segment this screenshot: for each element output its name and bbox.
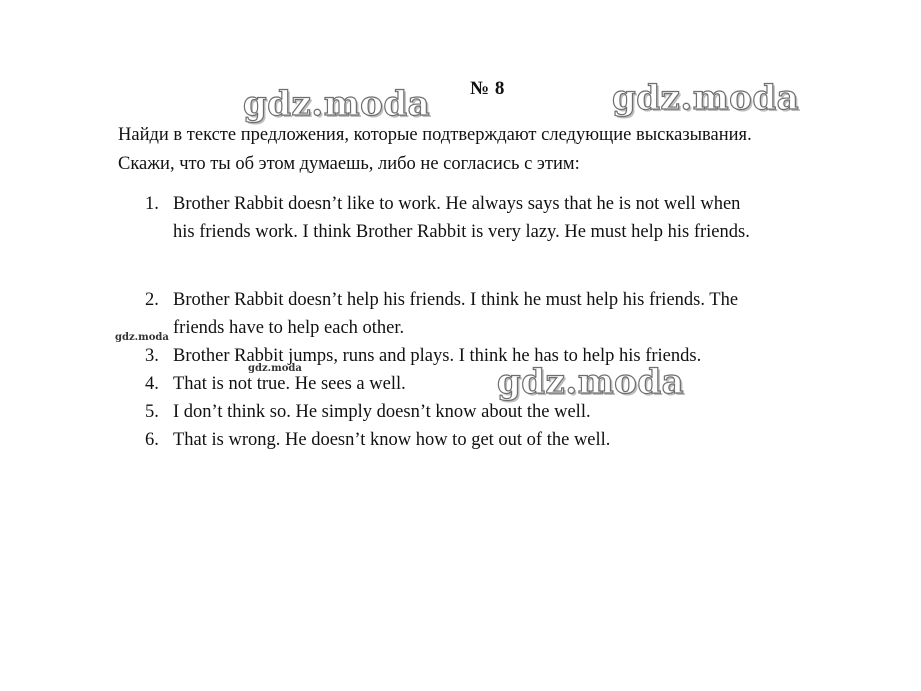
answer-item-6: [145, 426, 865, 454]
answer-list: [145, 190, 865, 454]
watermark-small: gdz.moda: [248, 363, 302, 374]
instruction-line-1: Найди в тексте предложения, которые подтверждают следующие высказывания.: [118, 125, 752, 145]
answer-text-line: his friends work. I think Brother Rabbit is very lazy. He must help his friends.: [173, 222, 750, 242]
answer-number: 1.: [145, 194, 159, 214]
task-instructions: [118, 121, 888, 179]
watermark-logo: gdz.moda: [612, 78, 800, 118]
answer-item-1: [145, 190, 865, 246]
answer-item-3: [145, 342, 865, 370]
watermark-logo: gdz.moda: [497, 362, 685, 402]
instruction-line-2: Скажи, что ты об этом думаешь, либо не согласись с этим:: [118, 154, 580, 174]
answer-text-line: I don’t think so. He simply doesn’t know about the well.: [173, 402, 591, 422]
task-number: № 8: [470, 78, 505, 99]
answer-number: 4.: [145, 374, 159, 394]
watermark-small: gdz.moda: [115, 332, 169, 343]
watermark-logo: gdz.moda: [243, 84, 431, 124]
answer-number: 2.: [145, 290, 159, 310]
answer-text-line: That is not true. He sees a well.: [173, 374, 406, 394]
answer-text-line: Brother Rabbit jumps, runs and plays. I think he has to help his friends.: [173, 346, 702, 366]
answer-text-line: That is wrong. He doesn’t know how to get out of the well.: [173, 430, 611, 450]
answer-text-line: friends have to help each other.: [173, 318, 405, 338]
answer-number: 5.: [145, 402, 159, 422]
answer-item-4: [145, 370, 865, 398]
answer-number: 6.: [145, 430, 159, 450]
answer-item-2: [145, 286, 865, 342]
answer-item-5: [145, 398, 865, 426]
answer-number: 3.: [145, 346, 159, 366]
answer-text-line: Brother Rabbit doesn’t help his friends. I think he must help his friends. The: [173, 290, 739, 310]
answer-text-line: Brother Rabbit doesn’t like to work. He always says that he is not well when: [173, 194, 741, 214]
